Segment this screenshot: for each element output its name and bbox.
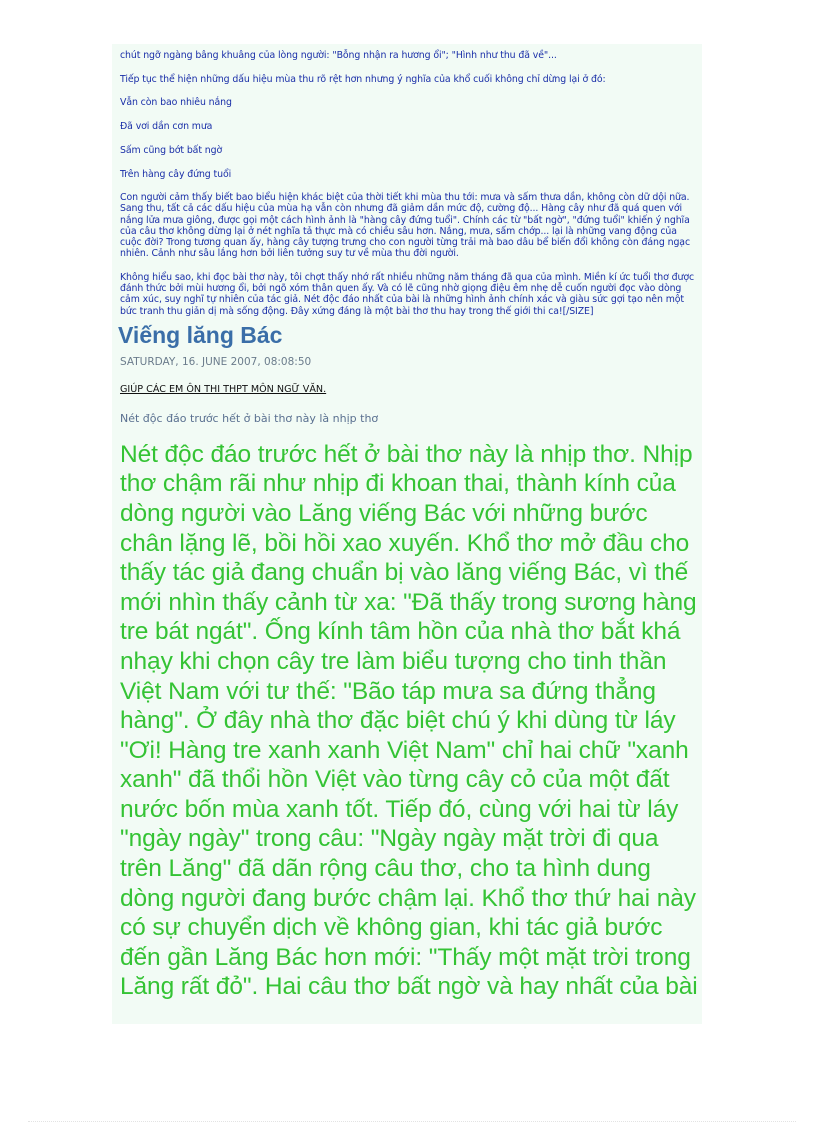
article-intro: Nét độc đáo trước hết ở bài thơ này là nhịp thơ xyxy=(120,411,379,425)
poem-line-4: Trên hàng cây đứng tuổi xyxy=(120,168,232,180)
page-bottom-divider xyxy=(28,1121,796,1122)
poem-line-1: Vẫn còn bao nhiêu nắng xyxy=(120,97,232,109)
document-content xyxy=(120,50,700,1002)
article-title: Viếng lăng Bác xyxy=(118,321,283,348)
paragraph-conclusion: Không hiểu sao, khi đọc bài thơ này, tôi chợt thấy nhớ rất nhiều những năm tháng đã qua của mình. Miền kí ức tuổi thơ được đánh thức bởi mùi hương ổi, bởi ngõ xóm thân quen ấy. Và có lẽ cũng nhờ giọng điệu êm nhẹ dễ cuốn người đọc vào dòng cảm xúc, suy nghĩ tự nhiên của tác giả. Nét độc đáo nhất của bài là những hình ảnh chính xác và giàu sức gợi tạo nên một bức tranh thu giản dị mà sống động. Đây xứng đáng là một bài thơ thu hay trong thế giới thi ca![/SIZE] xyxy=(120,271,695,317)
paragraph-analysis: Con người cảm thấy biết bao biểu hiện khác biệt của thời tiết khi mùa thu tới: mưa và sấm thưa dần, không còn dữ dội nữa. Sang thu, tất cả các dấu hiệu của mùa hạ vẫn còn nhưng đã giảm dần mức độ, cường độ... Hàng cây như đã quá quen với nắng lửa mưa giông, được gọi một cách hình ảnh là "hàng cây đứng tuổi". Chính các từ "bất ngờ", "đứng tuổi" khiến ý nghĩa của câu thơ không dừng lại ở nét nghĩa tả thực mà có chiều sâu hơn. Nắng, mưa, sấm chớp... lại là những vang động của cuộc đời? Trong tương quan ấy, hàng cây tượng trưng cho con người từng trải mà bao dâu bể biến đổi không còn đáng ngạc nhiên. Cảnh như sâu lắng hơn bởi liên tưởng suy tư về mùa thu đời người. xyxy=(120,192,690,260)
poem-line-3: Sấm cũng bớt bất ngờ xyxy=(120,144,223,156)
poem-line-2: Đã vơi dần cơn mưa xyxy=(120,121,213,133)
paragraph-1: chút ngỡ ngàng bâng khuâng của lòng người: "Bỗng nhận ra hương ổi"; "Hình như thu đã về"... xyxy=(120,50,557,61)
article-heading: GIÚP CÁC EM ÔN THI THPT MÔN NGỮ VĂN. xyxy=(120,383,327,395)
article-body: Nét độc đáo trước hết ở bài thơ này là nhịp thơ. Nhịp thơ chậm rãi như nhịp đi khoan thai, thành kính của dòng người vào Lăng viếng Bác với những bước chân lặng lẽ, bồi hồi xao xuyến. Khổ thơ mở đầu cho thấy tác giả đang chuẩn bị vào lăng viếng Bác, vì thế mới nhìn thấy cảnh từ xa: "Đã thấy trong sương hàng tre bát ngát". Ống kính tâm hồn của nhà thơ bắt khá nhạy khi chọn cây tre làm biểu tượng cho tinh thần Việt Nam với tư thế: "Bão táp mưa sa đứng thẳng hàng". Ở đây nhà thơ đặc biệt chú ý khi dùng từ láy "Ơi! Hàng tre xanh xanh Việt Nam" chỉ hai chữ "xanh xanh" đã thổi hồn Việt vào từng cây cỏ của một đất nước bốn mùa xanh tốt. Tiếp đó, cùng với hai từ láy "ngày ngày" trong câu: "Ngày ngày mặt trời đi qua trên Lăng" đã dãn rộng câu thơ, cho ta hình dung dòng người đang bước chậm lại. Khổ thơ thứ hai này có sự chuyển dịch về không gian, khi tác giả bước đến gần Lăng Bác hơn mới: "Thấy một mặt trời trong Lăng rất đỏ". Hai câu thơ bất ngờ và hay nhất của bài xyxy=(120,440,698,1001)
article-date: SATURDAY, 16. JUNE 2007, 08:08:50 xyxy=(120,355,312,368)
paragraph-2: Tiếp tục thể hiện những dấu hiệu mùa thu rõ rệt hơn nhưng ý nghĩa của khổ cuối không chỉ dừng lại ở đó: xyxy=(120,73,606,85)
